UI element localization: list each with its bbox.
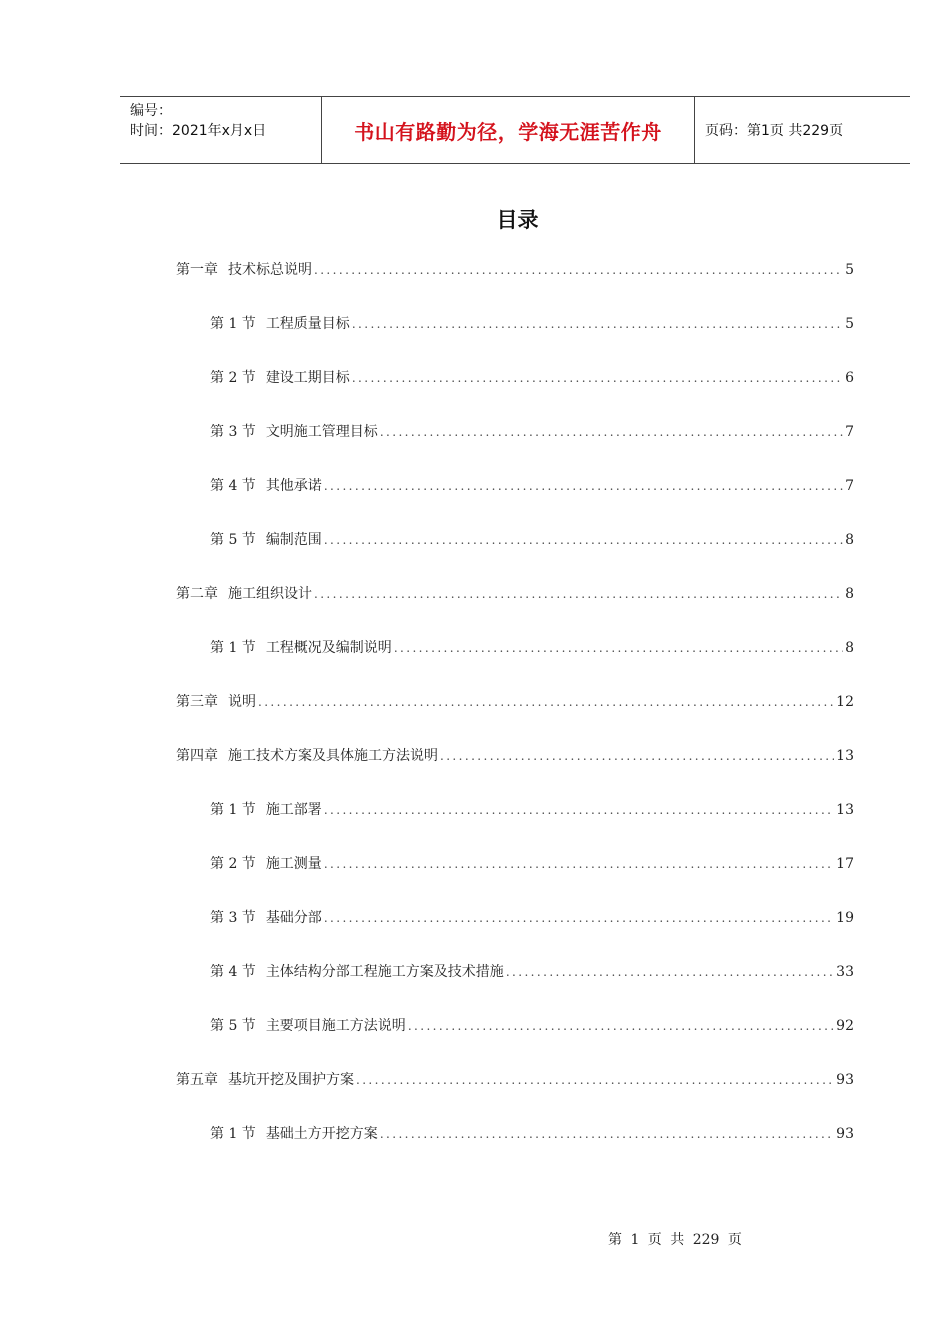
- toc-leader-dots: [408, 1014, 834, 1038]
- toc-entry-title: 施工组织设计: [228, 586, 312, 602]
- toc-entry-number: 第 4 节: [210, 478, 256, 494]
- toc-entry[interactable]: [176, 258, 854, 282]
- toc-entry-number: 第三章: [176, 694, 218, 710]
- header-motto: 书山有路勤为径，学海无涯苦作舟: [321, 97, 695, 163]
- toc-entry-number: 第 4 节: [210, 964, 256, 980]
- toc-leader-dots: [380, 1122, 834, 1146]
- toc-entry[interactable]: [176, 690, 854, 714]
- toc-entry-page: 12: [836, 694, 854, 710]
- toc-entry-title: 说明: [228, 694, 256, 710]
- page-footer: 第 1 页 共 229 页: [608, 1232, 742, 1248]
- toc-leader-dots: [324, 906, 834, 930]
- doc-time-label: 时间：2021年x月x日: [130, 123, 267, 139]
- toc-leader-dots: [440, 744, 834, 768]
- toc-entry[interactable]: [210, 1122, 854, 1146]
- toc-entry-title: 基坑开挖及围护方案: [228, 1072, 354, 1088]
- toc-leader-dots: [324, 528, 843, 552]
- toc-entry-number: 第 2 节: [210, 370, 256, 386]
- toc-entry[interactable]: [176, 1068, 854, 1092]
- toc-entry-title: 编制范围: [265, 532, 322, 548]
- toc-entry[interactable]: [210, 474, 854, 498]
- toc-leader-dots: [380, 420, 843, 444]
- toc-entry[interactable]: [210, 852, 854, 876]
- toc-entry-number: 第 3 节: [210, 424, 256, 440]
- toc-entry-page: 92: [836, 1018, 854, 1034]
- toc-entry-page: 19: [836, 910, 854, 926]
- header-page-info: 页码：第1页 共229页: [705, 123, 844, 139]
- toc-entry-number: 第 1 节: [210, 316, 256, 332]
- toc-leader-dots: [324, 852, 834, 876]
- toc-leader-dots: [506, 960, 834, 984]
- toc-entry-page: 8: [845, 586, 854, 602]
- toc-entry[interactable]: [210, 420, 854, 444]
- toc-entry-title: 主要项目施工方法说明: [265, 1018, 406, 1034]
- toc-entry[interactable]: [210, 366, 854, 390]
- toc-entry[interactable]: [210, 636, 854, 660]
- toc-leader-dots: [258, 690, 834, 714]
- toc-entry-page: 5: [845, 316, 854, 332]
- toc-leader-dots: [314, 582, 843, 606]
- toc-entry-page: 8: [845, 640, 854, 656]
- toc-entry-title: 文明施工管理目标: [265, 424, 378, 440]
- toc-entry-title: 工程概况及编制说明: [265, 640, 392, 656]
- toc-leader-dots: [356, 1068, 834, 1092]
- toc-entry[interactable]: [210, 960, 854, 984]
- toc-entry-page: 17: [836, 856, 854, 872]
- toc-entry[interactable]: [210, 798, 854, 822]
- toc-entry-title: 其他承诺: [265, 478, 322, 494]
- toc-entry-title: 施工技术方案及具体施工方法说明: [228, 748, 438, 764]
- toc-entry-number: 第五章: [176, 1072, 218, 1088]
- toc-entry-title: 技术标总说明: [228, 262, 312, 278]
- toc-entry-page: 7: [845, 478, 854, 494]
- toc-entry-number: 第 5 节: [210, 532, 256, 548]
- toc-entry[interactable]: [176, 582, 854, 606]
- toc-leader-dots: [352, 312, 843, 336]
- toc-entry-number: 第一章: [176, 262, 218, 278]
- toc-leader-dots: [324, 474, 843, 498]
- page-header: [120, 96, 910, 164]
- toc-leader-dots: [394, 636, 843, 660]
- toc-entry-number: 第二章: [176, 586, 218, 602]
- toc-leader-dots: [324, 798, 834, 822]
- toc-entry-page: 7: [845, 424, 854, 440]
- toc-entry-title: 基础土方开挖方案: [265, 1126, 378, 1142]
- toc-entry-page: 8: [845, 532, 854, 548]
- toc-entry-title: 基础分部: [265, 910, 322, 926]
- toc-entry-page: 5: [845, 262, 854, 278]
- toc-entry-title: 主体结构分部工程施工方案及技术措施: [265, 964, 504, 980]
- toc-entry-number: 第 1 节: [210, 802, 256, 818]
- header-meta: [120, 97, 321, 163]
- toc-entry-page: 6: [845, 370, 854, 386]
- toc-leader-dots: [352, 366, 843, 390]
- toc-entry[interactable]: [210, 906, 854, 930]
- toc-entry-number: 第 1 节: [210, 1126, 256, 1142]
- toc-entry-page: 93: [836, 1126, 854, 1142]
- toc-entry-page: 13: [836, 748, 854, 764]
- toc-entry[interactable]: [210, 528, 854, 552]
- toc-entry-title: 施工部署: [265, 802, 322, 818]
- toc-leader-dots: [314, 258, 843, 282]
- toc-entry-number: 第 5 节: [210, 1018, 256, 1034]
- toc-entry-page: 33: [836, 964, 854, 980]
- toc-entry[interactable]: [176, 744, 854, 768]
- doc-number-label: 编号：: [130, 103, 172, 119]
- toc-entry-number: 第 3 节: [210, 910, 256, 926]
- toc-entry-title: 工程质量目标: [265, 316, 350, 332]
- toc-entry-page: 13: [836, 802, 854, 818]
- toc-entry[interactable]: [210, 312, 854, 336]
- toc-entry-number: 第四章: [176, 748, 218, 764]
- toc-entry-title: 施工测量: [265, 856, 322, 872]
- toc-title: 目录: [496, 208, 539, 232]
- toc-entry-title: 建设工期目标: [265, 370, 350, 386]
- toc-entry-number: 第 1 节: [210, 640, 256, 656]
- toc-entry[interactable]: [210, 1014, 854, 1038]
- toc-entry-number: 第 2 节: [210, 856, 256, 872]
- toc-entry-page: 93: [836, 1072, 854, 1088]
